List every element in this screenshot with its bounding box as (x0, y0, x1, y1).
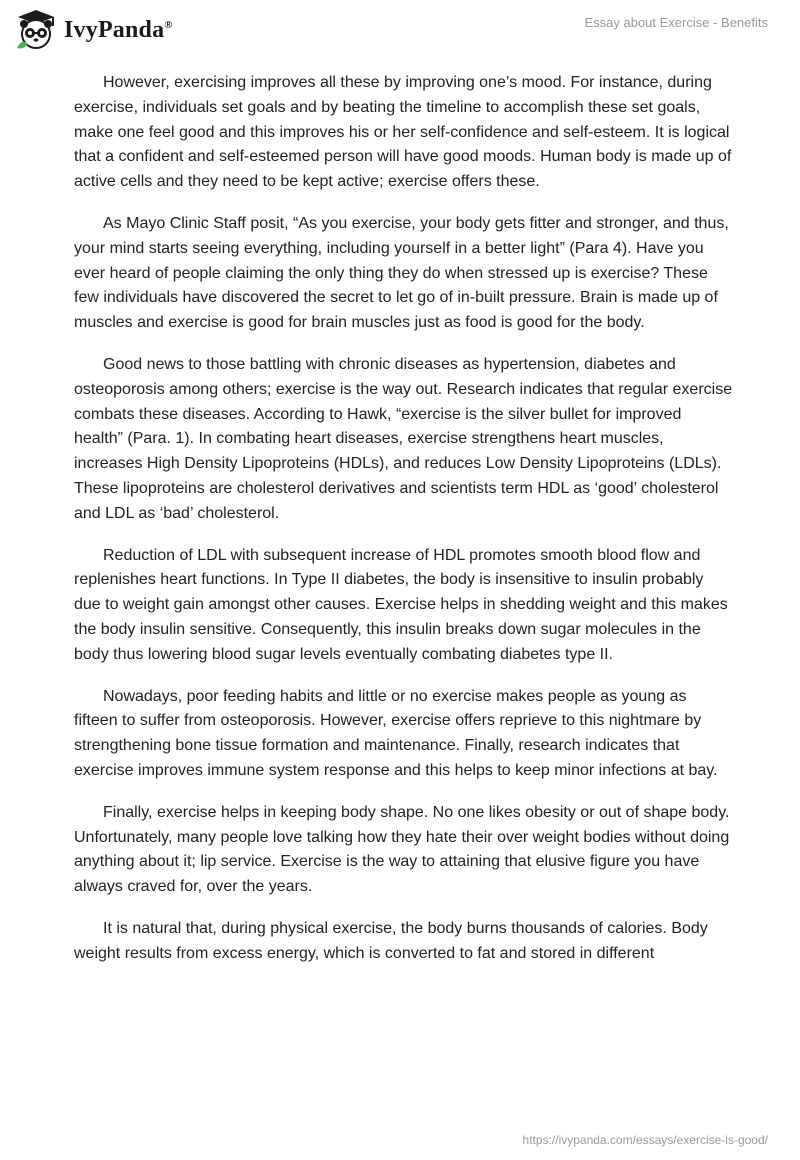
source-url[interactable]: https://ivypanda.com/essays/exercise-is-good/ (522, 1133, 768, 1147)
paragraph: It is natural that, during physical exercise, the body burns thousands of calories. Body weight results from excess energy, which is converted to fat and stored in different (74, 919, 708, 962)
paragraph: Finally, exercise helps in keeping body shape. No one likes obesity or out of shape body. Unfortunately, many people love talking how they hate their over weight bodies without doing anything about it; lip service. Exercise is the way to attaining that elusive figure you have always craved for, over the years. (74, 803, 730, 896)
paragraph: Reduction of LDL with subsequent increase of HDL promotes smooth blood flow and replenishes heart functions. In Type II diabetes, the body is insensitive to insulin probably due to weight gain amongst other causes. Exercise helps in shedding weight and this makes the body insulin sensitive. Consequently, this insulin breaks down sugar molecules in the body thus lowering blood sugar levels eventually combating diabetes type II. (74, 546, 728, 663)
page-header (0, 0, 800, 70)
paragraph: Nowadays, poor feeding habits and little or no exercise makes people as young as fifteen to suffer from osteoporosis. However, exercise offers reprieve to this nightmare by strengthening bone tissue formation and maintenance. Finally, research indicates that exercise improves immune system response and this helps to keep minor infections at bay. (74, 687, 718, 779)
document-title: Essay about Exercise - Benefits (584, 15, 768, 30)
paragraph: However, exercising improves all these by improving one’s mood. For instance, during exercise, individuals set goals and by beating the timeline to accomplish these set goals, make one feel good and this improves his or her self-confidence and self-esteem. It is logical that a confident and self-esteemed person will have good moods. Human body is made up of active cells and they need to be kept active; exercise offers these. (74, 74, 732, 191)
logo[interactable] (14, 8, 173, 52)
paragraph: As Mayo Clinic Staff posit, “As you exercise, your body gets fitter and stronger, and thus, your mind starts seeing everything, including yourself in a better light” (Para 4). Have you ever heard of people claiming the only thing they do when stressed up is exercise? These few individuals have discovered the secret to let go of in-built pressure. Brain is made up of muscles and exercise is good for brain muscles just as food is good for the body. (74, 214, 729, 332)
panda-logo-icon (14, 8, 58, 52)
essay-body (74, 71, 734, 984)
paragraph: Good news to those battling with chronic diseases as hypertension, diabetes and osteoporosis among others; exercise is the way out. Research indicates that regular exercise combats these diseases. According to Hawk, “exercise is the silver bullet for improved health” (Para. 1). In combating heart diseases, exercise strengthens heart muscles, increases High Density Lipoproteins (HDLs), and reduces Low Density Lipoproteins (LDLs). These lipoproteins are cholesterol derivatives and scientists term HDL as ‘good’ cholesterol and LDL as ‘bad’ cholesterol. (74, 355, 733, 522)
brand-name: IvyPanda® (64, 16, 173, 43)
